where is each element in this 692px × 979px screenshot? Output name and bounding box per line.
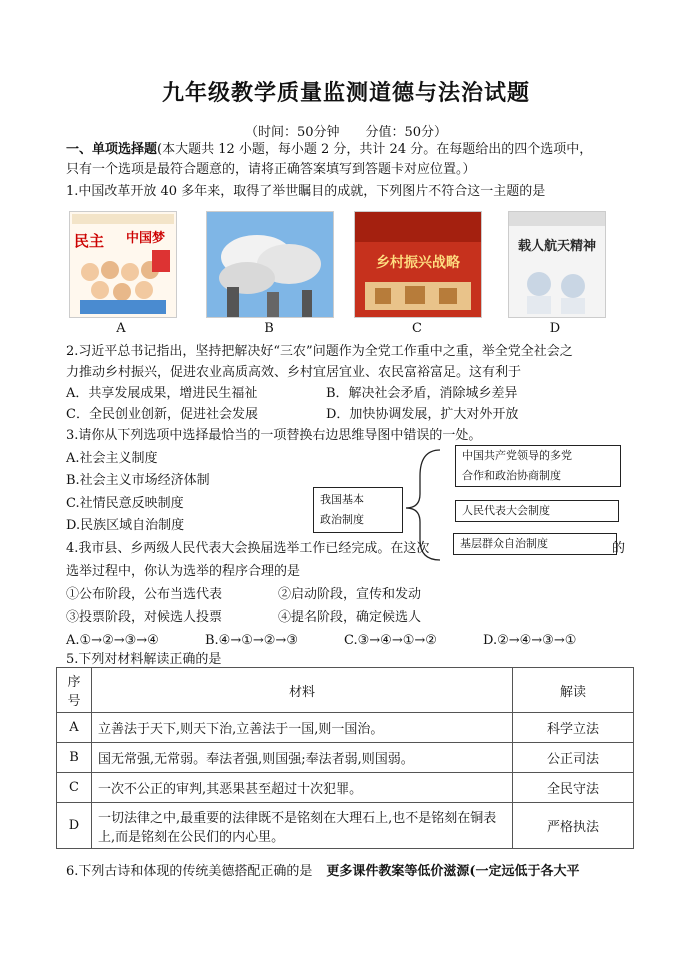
q3-option-d: D.民族区域自治制度 bbox=[66, 518, 185, 533]
section-heading: 一、单项选择题 bbox=[66, 142, 158, 157]
q6-stem: 6.下列古诗和体现的传统美德搭配正确的是 bbox=[66, 864, 313, 879]
row-reading: 公正司法 bbox=[513, 743, 634, 773]
table-header-row bbox=[57, 668, 634, 713]
q4-step-4: ④提名阶段，确定候选人 bbox=[278, 610, 422, 625]
q1-stem: 1.中国改革开放 40 多年来，取得了举世瞩目的成就，下列图片不符合这一主题的是 bbox=[66, 184, 546, 199]
label-c: C bbox=[412, 321, 422, 336]
q2-stem-line1: 2.习近平总书记指出，坚持把解决好“三农”问题作为全党工作重中之重，举全党全社会之 bbox=[66, 344, 573, 359]
mindmap-item1-line1: 中国共产党领导的多党 bbox=[462, 449, 572, 462]
row-id: D bbox=[57, 803, 92, 849]
illustration-pollution bbox=[207, 212, 333, 317]
q3-stem: 3.请你从下列选项中选择最恰当的一项替换右边思维导图中错误的一处。 bbox=[66, 428, 482, 443]
mindmap-item-multiparty bbox=[455, 445, 621, 487]
table-row bbox=[57, 773, 634, 803]
q2-option-d: D．加快协调发展，扩大对外开放 bbox=[326, 407, 519, 422]
row-reading: 科学立法 bbox=[513, 713, 634, 743]
q2-stem-line2: 力推动乡村振兴，促进农业高质高效、乡村宜居宜业、农民富裕富足。这有利于 bbox=[66, 365, 522, 380]
q4-option-b: B.④→①→②→③ bbox=[205, 633, 298, 648]
row-reading: 全民守法 bbox=[513, 773, 634, 803]
q4-option-c: C.③→④→①→② bbox=[344, 633, 437, 648]
caption-china-dream: 中国梦 bbox=[126, 231, 166, 246]
caption-space: 载人航天精神 bbox=[517, 239, 597, 254]
mindmap-center-line1: 我国基本 bbox=[320, 493, 364, 506]
illustration-crowd bbox=[70, 212, 176, 317]
row-id: A bbox=[57, 713, 92, 743]
image-d-space-book bbox=[508, 211, 606, 318]
header-id: 序号 bbox=[57, 668, 92, 713]
table-row bbox=[57, 713, 634, 743]
q3-option-c: C.社情民意反映制度 bbox=[66, 496, 184, 511]
mindmap-item2-line1: 人民代表大会制度 bbox=[462, 504, 550, 517]
row-material: 一切法律之中,最重要的法律既不是铭刻在大理石上,也不是铭刻在铜表上,而是铭刻在公民们的内心里。 bbox=[92, 803, 513, 849]
section-intro: (本大题共 12 小题，每小题 2 分，共计 24 分。在每题给出的四个选项中， bbox=[157, 142, 593, 157]
q4-stem-line2: 选举过程中，你认为选举的程序合理的是 bbox=[66, 564, 301, 579]
q4-step-2: ②启动阶段，宣传和发动 bbox=[278, 587, 422, 602]
table-row bbox=[57, 743, 634, 773]
caption-democracy: 民主 bbox=[74, 232, 105, 250]
section-intro-line1 bbox=[66, 140, 592, 160]
q5-stem: 5.下列对材料解读正确的是 bbox=[66, 652, 222, 667]
mindmap-item-grassroots bbox=[453, 533, 617, 555]
q4-stem-line1b: 的 bbox=[612, 541, 626, 556]
mindmap-center bbox=[313, 487, 403, 533]
q4-option-a: A.①→②→③→④ bbox=[66, 633, 159, 648]
row-reading: 严格执法 bbox=[513, 803, 634, 849]
image-b-smokestacks bbox=[206, 211, 334, 318]
section-intro-line2: 只有一个选项是最符合题意的，请将正确答案填写到答题卡对应位置。） bbox=[66, 162, 476, 177]
label-b: B bbox=[264, 321, 274, 336]
row-id: C bbox=[57, 773, 92, 803]
page-title: 九年级教学质量监测道德与法治试题 bbox=[161, 80, 530, 106]
q4-step-3: ③投票阶段，对候选人投票 bbox=[66, 610, 223, 625]
q3-option-b: B.社会主义市场经济体制 bbox=[66, 473, 210, 488]
q4-step-1: ①公布阶段，公布当选代表 bbox=[66, 587, 223, 602]
row-material: 国无常强,无常弱。奉法者强,则国强;奉法者弱,则国弱。 bbox=[92, 743, 513, 773]
promo-text: 更多课件教案等低价滋源(一定远低于各大平 bbox=[326, 864, 580, 879]
image-a-democracy bbox=[69, 211, 177, 318]
row-material: 立善法于天下,则天下治,立善法于一国,则一国治。 bbox=[92, 713, 513, 743]
image-c-rural-revitalization bbox=[354, 211, 482, 318]
material-table bbox=[56, 667, 634, 849]
table-row bbox=[57, 803, 634, 849]
mindmap-item1-line2: 合作和政治协商制度 bbox=[462, 469, 561, 482]
q4-stem-line1a: 4.我市县、乡两级人民代表大会换届选举工作已经完成。在这次 bbox=[66, 541, 430, 556]
mindmap-item3-line1: 基层群众自治制度 bbox=[460, 537, 548, 550]
caption-rural: 乡村振兴战略 bbox=[376, 255, 460, 271]
mindmap-center-line2: 政治制度 bbox=[320, 513, 364, 526]
header-material: 材料 bbox=[92, 668, 513, 713]
q2-option-b: B．解决社会矛盾，消除城乡差异 bbox=[326, 386, 518, 401]
label-d: D bbox=[549, 321, 561, 336]
q2-option-a: A．共享发展成果，增进民生福祉 bbox=[66, 386, 258, 401]
q6-stem-line bbox=[66, 862, 580, 882]
illustration-book-cover bbox=[509, 212, 605, 317]
q2-option-c: C．全民创业创新，促进社会发展 bbox=[66, 407, 258, 422]
label-a: A bbox=[116, 321, 126, 336]
row-id: B bbox=[57, 743, 92, 773]
q3-option-a: A.社会主义制度 bbox=[66, 451, 158, 466]
row-material: 一次不公正的审判,其恶果甚至超过十次犯罪。 bbox=[92, 773, 513, 803]
mindmap-item-congress bbox=[455, 500, 619, 522]
illustration-rural bbox=[355, 212, 481, 317]
q4-option-d: D.②→④→③→① bbox=[483, 633, 577, 648]
exam-info: （时间：50分钟 分值：50分） bbox=[244, 125, 448, 140]
header-reading: 解读 bbox=[513, 668, 634, 713]
